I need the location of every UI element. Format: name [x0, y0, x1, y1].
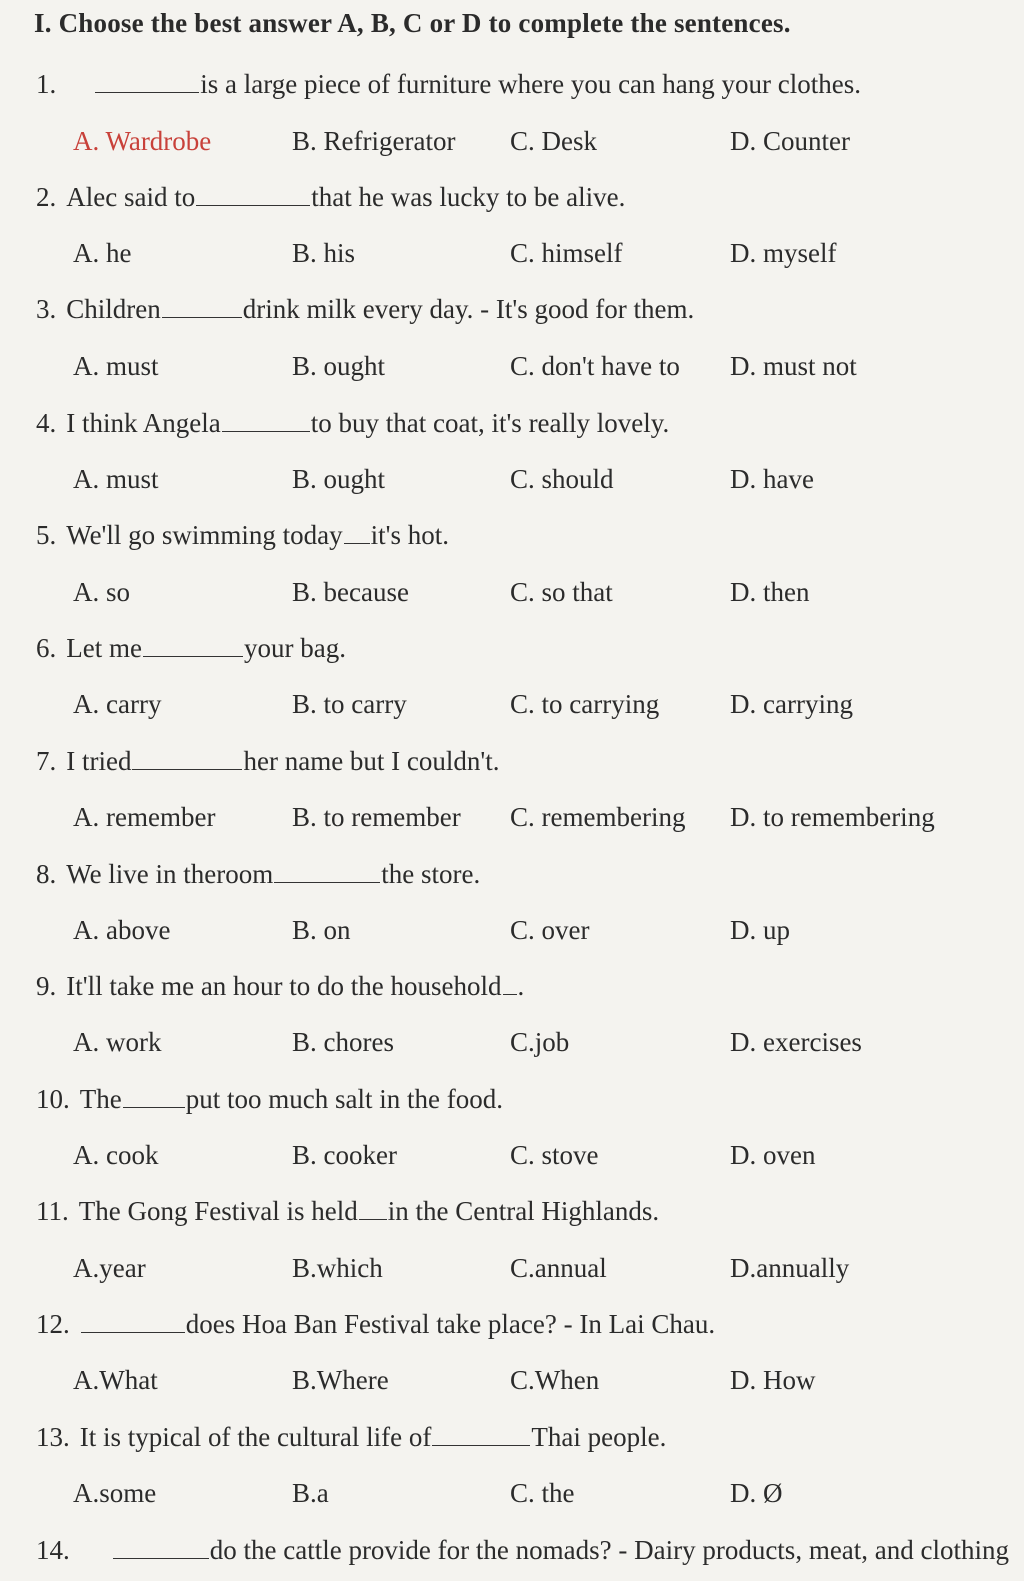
question-number: 10. — [36, 1084, 70, 1114]
question-12-option-a[interactable]: A.What — [73, 1365, 158, 1395]
question-6-option-b[interactable]: B. to carry — [292, 689, 407, 719]
question-2 — [36, 177, 625, 217]
question-text-after: does Hoa Ban Festival take place? - In Lai Chau. — [185, 1309, 716, 1339]
question-text-after: to buy that coat, it's really lovely. — [310, 408, 670, 438]
question-text-before: It'll take me an hour to do the household — [66, 971, 502, 1001]
question-number: 3. — [36, 294, 57, 324]
question-number: 14. — [36, 1535, 70, 1565]
question-3 — [36, 289, 694, 329]
question-text-after: put too much salt in the food. — [185, 1084, 503, 1114]
answer-blank[interactable] — [95, 66, 199, 93]
question-12-option-d[interactable]: D. How — [730, 1365, 816, 1395]
question-9-option-d[interactable]: D. exercises — [730, 1027, 862, 1057]
question-12-option-b[interactable]: B.Where — [292, 1365, 389, 1395]
question-number: 11. — [36, 1196, 69, 1226]
question-8 — [36, 854, 480, 894]
question-11-option-a[interactable]: A.year — [73, 1253, 146, 1283]
answer-blank[interactable] — [132, 743, 242, 770]
question-8-option-b[interactable]: B. on — [292, 915, 351, 945]
question-9-option-c[interactable]: C.job — [510, 1027, 570, 1057]
question-5 — [36, 515, 449, 555]
question-5-option-d[interactable]: D. then — [730, 577, 810, 607]
question-12 — [36, 1304, 715, 1344]
question-text-after: that he was lucky to be alive. — [311, 182, 626, 212]
question-7-option-d[interactable]: D. to remembering — [730, 802, 935, 832]
answer-blank[interactable] — [81, 1306, 185, 1333]
question-4 — [36, 403, 669, 443]
question-text-after: her name but I couldn't. — [243, 746, 500, 776]
question-text-after: do the cattle provide for the nomads? - Dairy products, meat, and clothing — [209, 1535, 1010, 1565]
section-heading: I. Choose the best answer A, B, C or D to complete the sentences. — [34, 8, 791, 38]
question-1-option-b[interactable]: B. Refrigerator — [292, 126, 456, 156]
answer-blank[interactable] — [344, 517, 370, 544]
question-6-option-c[interactable]: C. to carrying — [510, 689, 660, 719]
question-text-after: Thai people. — [531, 1422, 667, 1452]
question-number: 5. — [36, 520, 57, 550]
question-11-option-c[interactable]: C.annual — [510, 1253, 607, 1283]
question-text-after: drink milk every day. - It's good for them. — [242, 294, 695, 324]
question-number: 12. — [36, 1309, 70, 1339]
question-text-before: We live in theroom — [66, 859, 274, 889]
question-11-option-d[interactable]: D.annually — [730, 1253, 850, 1283]
question-number: 7. — [36, 746, 57, 776]
question-1-option-c[interactable]: C. Desk — [510, 126, 597, 156]
question-text-before: It is typical of the cultural life of — [79, 1422, 432, 1452]
question-6-option-d[interactable]: D. carrying — [730, 689, 853, 719]
question-number: 6. — [36, 633, 57, 663]
question-13-option-c[interactable]: C. the — [510, 1478, 575, 1508]
answer-blank[interactable] — [113, 1532, 209, 1559]
question-13-option-b[interactable]: B.a — [292, 1478, 329, 1508]
answer-blank[interactable] — [222, 405, 310, 432]
question-7-option-c[interactable]: C. remembering — [510, 802, 686, 832]
question-number: 2. — [36, 182, 57, 212]
question-number: 4. — [36, 408, 57, 438]
answer-blank[interactable] — [359, 1193, 387, 1220]
question-14 — [36, 1530, 1009, 1570]
question-4-option-d[interactable]: D. have — [730, 464, 814, 494]
question-text-before: The — [79, 1084, 122, 1114]
question-1-option-a[interactable]: A. Wardrobe — [73, 126, 212, 156]
question-5-option-c[interactable]: C. so that — [510, 577, 613, 607]
question-9 — [36, 966, 524, 1006]
question-13-option-d[interactable]: D. Ø — [730, 1478, 783, 1508]
question-12-option-c[interactable]: C.When — [510, 1365, 600, 1395]
question-number: 8. — [36, 859, 57, 889]
question-3-option-d[interactable]: D. must not — [730, 351, 857, 381]
question-text-after: it's hot. — [370, 520, 450, 550]
question-2-option-b[interactable]: B. his — [292, 238, 356, 268]
question-9-option-a[interactable]: A. work — [73, 1027, 162, 1057]
question-10-option-c[interactable]: C. stove — [510, 1140, 599, 1170]
answer-blank[interactable] — [503, 968, 517, 995]
question-2-option-c[interactable]: C. himself — [510, 238, 623, 268]
question-6 — [36, 628, 346, 668]
question-4-option-a[interactable]: A. must — [73, 464, 159, 494]
question-text-before: Let me — [66, 633, 142, 663]
question-1 — [36, 64, 861, 104]
question-10-option-d[interactable]: D. oven — [730, 1140, 816, 1170]
question-10-option-a[interactable]: A. cook — [73, 1140, 159, 1170]
question-text-before: Alec said to — [66, 182, 196, 212]
question-11-option-b[interactable]: B.which — [292, 1253, 383, 1283]
question-10-option-b[interactable]: B. cooker — [292, 1140, 397, 1170]
question-4-option-c[interactable]: C. should — [510, 464, 614, 494]
question-2-option-a[interactable]: A. he — [73, 238, 132, 268]
question-3-option-b[interactable]: B. ought — [292, 351, 386, 381]
answer-blank[interactable] — [274, 856, 380, 883]
question-6-option-a[interactable]: A. carry — [73, 689, 162, 719]
answer-blank[interactable] — [162, 291, 242, 318]
question-3-option-a[interactable]: A. must — [73, 351, 159, 381]
question-8-option-c[interactable]: C. over — [510, 915, 590, 945]
question-8-option-d[interactable]: D. up — [730, 915, 790, 945]
question-7-option-b[interactable]: B. to remember — [292, 802, 461, 832]
question-10 — [36, 1079, 503, 1119]
question-text-before: The Gong Festival is held — [78, 1196, 358, 1226]
question-text-after: your bag. — [243, 633, 346, 663]
question-number: 1. — [36, 69, 57, 99]
question-text-after: in the Central Highlands. — [387, 1196, 660, 1226]
answer-blank[interactable] — [123, 1081, 185, 1108]
answer-blank[interactable] — [196, 179, 310, 206]
question-text-after: is a large piece of furniture where you can hang your clothes. — [200, 69, 861, 99]
question-number: 13. — [36, 1422, 70, 1452]
question-3-option-c[interactable]: C. don't have to — [510, 351, 680, 381]
question-2-option-d[interactable]: D. myself — [730, 238, 837, 268]
question-text-before: We'll go swimming today — [66, 520, 343, 550]
answer-blank[interactable] — [143, 630, 243, 657]
question-13 — [36, 1417, 666, 1457]
question-5-option-b[interactable]: B. because — [292, 577, 409, 607]
question-4-option-b[interactable]: B. ought — [292, 464, 386, 494]
question-text-before: Children — [66, 294, 161, 324]
question-5-option-a[interactable]: A. so — [73, 577, 131, 607]
question-text-before: I tried — [66, 746, 132, 776]
question-number: 9. — [36, 971, 57, 1001]
question-text-before: I think Angela — [66, 408, 221, 438]
question-1-option-d[interactable]: D. Counter — [730, 126, 850, 156]
question-11 — [36, 1191, 659, 1231]
question-text-after: . — [517, 971, 525, 1001]
question-8-option-a[interactable]: A. above — [73, 915, 171, 945]
question-9-option-b[interactable]: B. chores — [292, 1027, 394, 1057]
question-text-after: the store. — [381, 859, 481, 889]
question-13-option-a[interactable]: A.some — [73, 1478, 157, 1508]
answer-blank[interactable] — [432, 1419, 530, 1446]
question-7-option-a[interactable]: A. remember — [73, 802, 216, 832]
question-7 — [36, 741, 500, 781]
